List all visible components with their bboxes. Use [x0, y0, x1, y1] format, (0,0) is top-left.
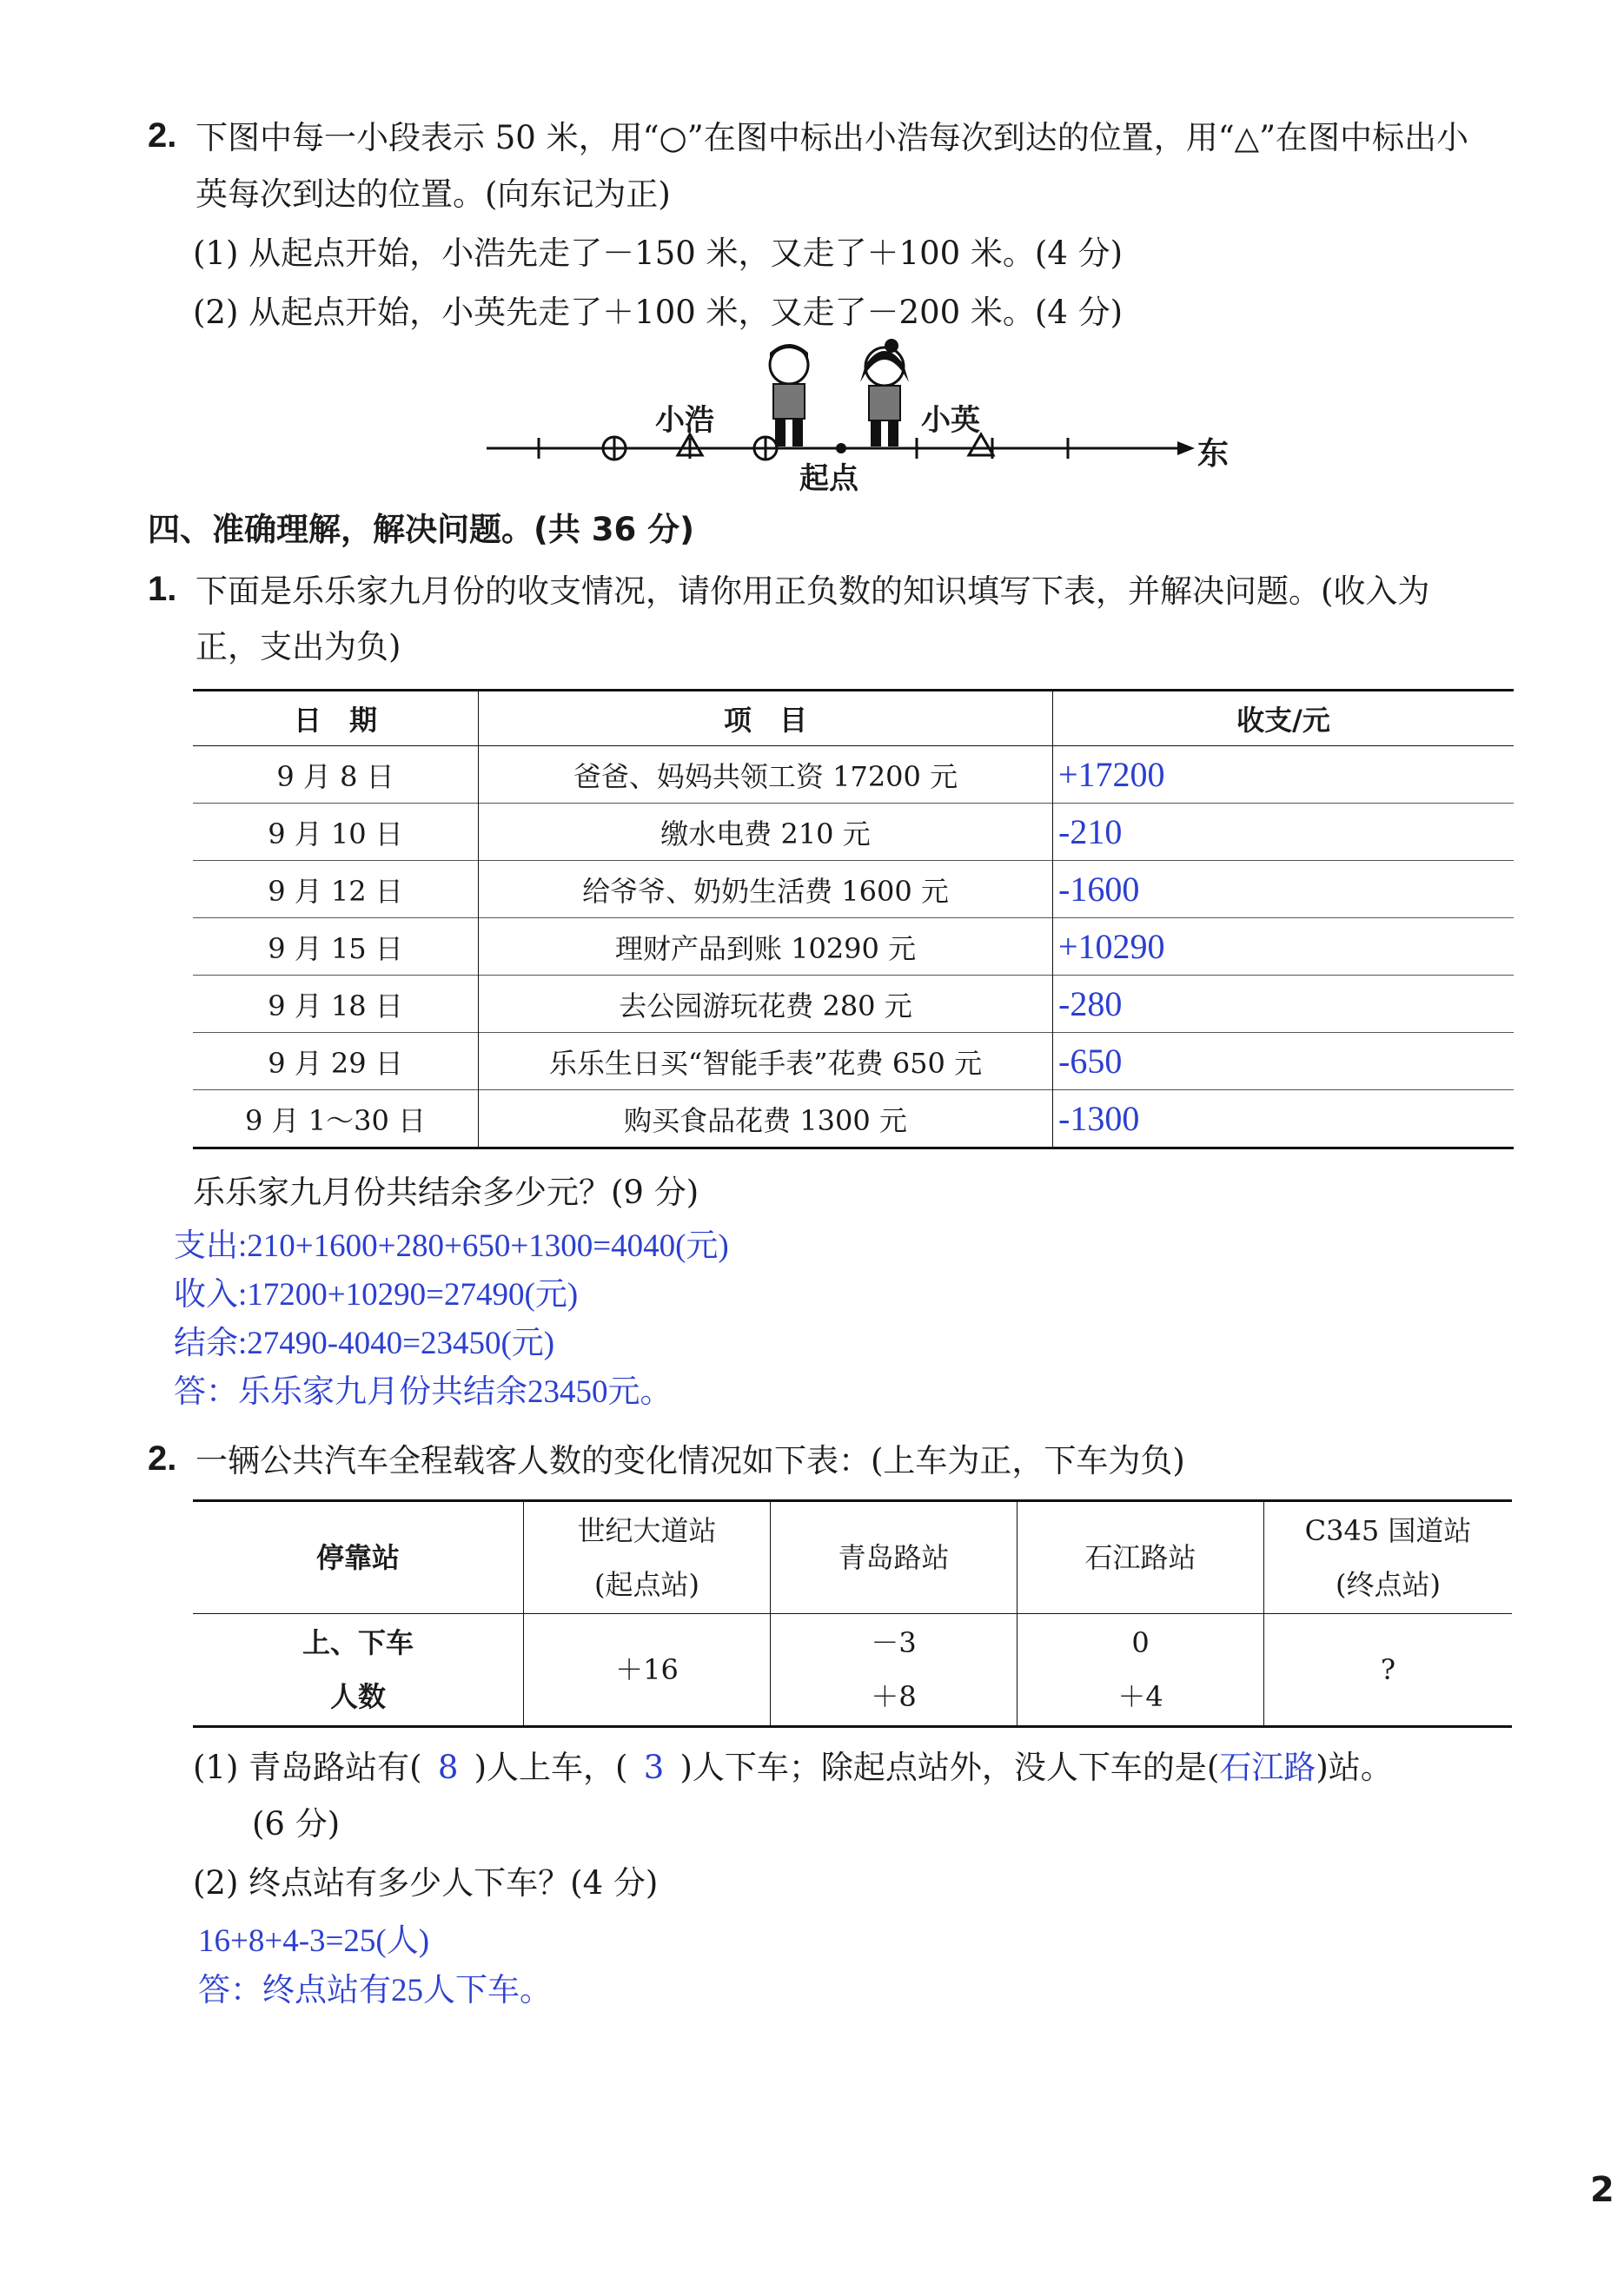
question-text: 一辆公共汽车全程载客人数的变化情况如下表：(上车为正，下车为负)	[196, 1442, 1185, 1479]
station-name: 世纪大道站	[577, 1514, 717, 1547]
table-row	[193, 804, 1514, 861]
table-header-row	[193, 691, 1514, 746]
answer-blank: 石江路	[1219, 1749, 1316, 1786]
cell-item: 爸爸、妈妈共领工资 17200 元	[479, 746, 1053, 804]
sub-question: (2) 从起点开始，小英先走了＋100 米，又走了－200 米。(4 分)	[193, 294, 1124, 331]
header-amount: 收支/元	[1053, 691, 1515, 746]
cell-amount: -280	[1053, 976, 1515, 1033]
question-text: 下图中每一小段表示 50 米，用“○”在图中标出小浩每次到达的位置，用“△”在图中标出小	[196, 119, 1469, 156]
sub-question: (1) 从起点开始，小浩先走了－150 米，又走了＋100 米。(4 分)	[193, 235, 1124, 272]
change-cell	[524, 1614, 771, 1727]
header-date: 日 期	[193, 691, 479, 746]
text-segment: )人上车，(	[474, 1749, 628, 1786]
question-text: 乐乐家九月份共结余多少元？(9 分)	[193, 1174, 699, 1211]
answer-line: 16+8+4-3=25(人)	[198, 1923, 430, 1959]
cell-amount: +17200	[1053, 746, 1515, 804]
station-sub: (起点站)	[594, 1568, 699, 1601]
change-value: 0	[1131, 1626, 1150, 1659]
answer-blank: 3	[643, 1749, 665, 1786]
text-segment: )人下车；除起点站外，没人下车的是(	[679, 1749, 1220, 1786]
change-cell	[771, 1614, 1017, 1727]
bus-passenger-table	[193, 1499, 1512, 1728]
change-cell	[1264, 1614, 1513, 1727]
text-segment: )站。	[1316, 1749, 1393, 1786]
income-expense-table	[193, 689, 1514, 1149]
sub-question	[193, 1746, 1393, 1790]
cell-item: 去公园游玩花费 280 元	[479, 976, 1053, 1033]
text-segment: (1) 青岛路站有(	[193, 1749, 422, 1786]
station-sub: (终点站)	[1336, 1568, 1441, 1601]
station-name: C345 国道站	[1304, 1514, 1472, 1547]
cell-date: 9 月 8 日	[193, 746, 479, 804]
cell-item: 缴水电费 210 元	[479, 804, 1053, 861]
cell-amount: -210	[1053, 804, 1515, 861]
table-row	[193, 1614, 1512, 1727]
change-cell	[1017, 1614, 1264, 1727]
station-name: 青岛路站	[838, 1541, 950, 1574]
answer-line: 结余:27490-4040=23450(元)	[174, 1326, 555, 1361]
table-row	[193, 1033, 1514, 1090]
cell-item: 给爷爷、奶奶生活费 1600 元	[479, 861, 1053, 918]
row-label	[193, 1614, 524, 1727]
answer-line: 答：乐乐家九月份共结余23450元。	[174, 1374, 673, 1410]
change-value: ?	[1380, 1653, 1396, 1686]
label-origin: 起点	[799, 461, 858, 496]
change-value: ＋16	[615, 1653, 679, 1686]
label-girl: 小英	[921, 403, 980, 438]
change-value: ＋4	[1117, 1680, 1163, 1713]
label-boy: 小浩	[655, 403, 714, 438]
question-text: 正，支出为负)	[196, 628, 401, 665]
cell-amount: +10290	[1053, 918, 1515, 976]
header-station-label: 停靠站	[193, 1501, 524, 1614]
cell-amount: -650	[1053, 1033, 1515, 1090]
table-row	[193, 861, 1514, 918]
label-east: 东	[1197, 436, 1230, 472]
question-text: 英每次到达的位置。(向东记为正)	[196, 175, 671, 213]
cell-date: 9 月 15 日	[193, 918, 479, 976]
change-value: －3	[871, 1626, 917, 1659]
boy-figure	[770, 344, 808, 447]
table-row	[193, 746, 1514, 804]
table-row	[193, 918, 1514, 976]
cell-date: 9 月 1～30 日	[193, 1090, 479, 1148]
table-header-row	[193, 1501, 1512, 1614]
sub-question: (2) 终点站有多少人下车？(4 分)	[193, 1864, 659, 1902]
answer-line: 收入:17200+10290=27490(元)	[174, 1277, 579, 1313]
station-cell	[771, 1501, 1017, 1614]
girl-figure	[860, 339, 909, 447]
answer-blank: 8	[437, 1749, 459, 1786]
cell-item: 购买食品花费 1300 元	[479, 1090, 1053, 1148]
change-value: ＋8	[871, 1680, 917, 1713]
station-name: 石江路站	[1084, 1541, 1196, 1574]
row-label-line: 人数	[329, 1680, 386, 1713]
cell-amount: -1600	[1053, 861, 1515, 918]
question-number: 2.	[148, 116, 177, 155]
station-cell	[524, 1501, 771, 1614]
score-note: (6 分)	[252, 1805, 341, 1843]
answer-line: 答：终点站有25人下车。	[198, 1973, 552, 2008]
cell-amount: -1300	[1053, 1090, 1515, 1148]
station-cell	[1264, 1501, 1513, 1614]
question-number: 2.	[148, 1439, 177, 1478]
table-row	[193, 1090, 1514, 1148]
cell-date: 9 月 12 日	[193, 861, 479, 918]
table-row	[193, 976, 1514, 1033]
station-cell	[1017, 1501, 1264, 1614]
question-text: 下面是乐乐家九月份的收支情况，请你用正负数的知识填写下表，并解决问题。(收入为	[196, 572, 1430, 610]
question-number: 1.	[148, 570, 177, 608]
number-line-figure	[469, 339, 1251, 495]
section-title: 四、准确理解，解决问题。(共 36 分)	[148, 511, 695, 548]
cell-date: 9 月 29 日	[193, 1033, 479, 1090]
answer-line: 支出:210+1600+280+650+1300=4040(元)	[174, 1228, 729, 1264]
row-label-line: 上、下车	[302, 1626, 414, 1659]
cell-date: 9 月 18 日	[193, 976, 479, 1033]
cell-date: 9 月 10 日	[193, 804, 479, 861]
cell-item: 理财产品到账 10290 元	[479, 918, 1053, 976]
page-number: 2	[1590, 2170, 1614, 2210]
cell-item: 乐乐生日买“智能手表”花费 650 元	[479, 1033, 1053, 1090]
header-item: 项 目	[479, 691, 1053, 746]
